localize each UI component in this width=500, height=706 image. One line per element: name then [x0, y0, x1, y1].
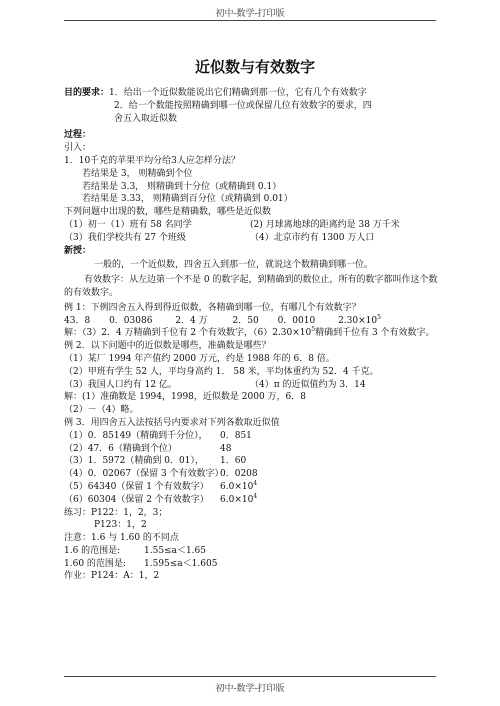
paragraph-1: 一般的，一个近似数，四舍五入到那一位，就说这个数精确到哪一位。	[94, 260, 374, 271]
ex3-answer-base: 6.0×10	[220, 494, 254, 505]
goals-line-1	[64, 87, 446, 100]
ex2-solution: （2）－（4）略。	[64, 405, 139, 416]
ex3-answer: 1．60	[220, 456, 247, 467]
ex3-answer: 0．0208	[220, 469, 258, 480]
example-3: 例 3．用四舍五入法按括号内要求对下列各数取近似值	[64, 417, 280, 428]
intro-label: 引入：	[64, 143, 92, 154]
ex3-answer: 48	[220, 443, 232, 454]
result-line: 若结果是 3.3， 则精确到十分位（或精确到 0.1）	[82, 181, 282, 192]
range-row	[64, 558, 446, 571]
ex3-answer-base: 6.0×10	[220, 481, 254, 492]
homework: 作业：P124：A：1，2	[64, 571, 160, 582]
goal-item-1: 1．给出一个近似数能说出它们精确到那一位，它有几个有效数字	[109, 88, 367, 98]
result-line: 若结果是 3， 则精确到个位	[82, 168, 193, 179]
example-1-values	[64, 315, 446, 328]
question-2: 下列问题中出现的数，哪些是精确数，哪些是近似数	[64, 207, 272, 218]
range-value: 1.595≤a＜1.605	[144, 558, 218, 569]
q2-item-1: （1）初一（1）班有 58 名同学	[64, 219, 192, 230]
page-footer: 初中-数学-打印版	[215, 684, 285, 694]
paragraph-2: 有效数字：从左边第一个不是 0 的数字起，到精确到的数位止，所有的数字都叫作这个数的有效数字。	[64, 275, 438, 298]
range-label: 1.60 的范围是:	[64, 558, 126, 569]
ex3-answer: 0．851	[220, 430, 252, 441]
ex2-item: （4）π 的近似值约为 3．14	[250, 379, 366, 390]
result-line: 若结果是 3.33， 则精确到百分位（或精确到 0.01）	[82, 194, 293, 205]
question-1: 1．10千克的苹果平均分给3人应怎样分法？	[64, 155, 240, 166]
exponent: 4	[253, 479, 258, 487]
ex3-row	[64, 494, 446, 507]
ex1-value: 0．03086	[109, 315, 153, 326]
page-header: 初中-数学-打印版	[215, 9, 285, 19]
ex3-answer	[220, 481, 257, 494]
example-1-solution	[64, 327, 446, 340]
goals-label: 目的要求：	[64, 88, 110, 98]
ex2-item: （1）某厂 1994 年产值约 2000 万元，约是 1988 年的 6．8 倍。	[64, 353, 335, 364]
ex3-question: （5）64340（保留 1 个有效数字）	[64, 481, 209, 492]
ex2-solution: 解：(1）准确数是 1994，1998，近似数是 2000 万，6．8	[64, 392, 306, 403]
document-body	[64, 52, 446, 583]
ex1-value: 0．0010	[277, 315, 316, 326]
exponent: 4	[253, 492, 258, 500]
ex2-item: （3）我国人口约有 12 亿。	[64, 379, 177, 390]
range-value: 1.55≤a＜1.65	[144, 545, 206, 556]
q2-item-2: (2) 月球离地球的距离约是 38 万千米	[250, 219, 400, 230]
ex3-row	[64, 455, 446, 468]
exponent: 5	[377, 313, 381, 321]
q2-row-2	[64, 232, 446, 245]
ex3-question: （2）47．6（精确到个位）	[64, 443, 177, 454]
q2-item-4: （4）北京市约有 1300 万人口	[250, 232, 375, 243]
ex3-question: （1）0．85149（精确到千分位），	[64, 430, 208, 441]
goal-item-2a: 2．给一个数能按照精确到哪一位或保留几位有效数字的要求，四	[114, 100, 372, 111]
document-title: 近似数与有效数字	[194, 58, 315, 76]
practice-line-2: P123：1，2	[94, 520, 147, 531]
ex3-question: （6）60304（保留 2 个有效数字）	[64, 494, 209, 505]
ex1-solution-text: 精确到千位有 3 个有效数字。	[315, 328, 435, 339]
goal-item-2b: 舍五入取近似数	[114, 113, 178, 124]
example-2: 例 2．以下问题中的近似数是哪些，准确数是哪些？	[64, 341, 271, 352]
ex1-value: 43．8	[64, 315, 91, 326]
ex1-solution-text: 解：（3）2．4 万精确到千位有 2 个有效数字，（6）2.30×10	[64, 328, 312, 339]
ex3-question: （3）1．5972（精确到 0．01），	[64, 456, 204, 467]
ex2-item-row	[64, 379, 446, 392]
process-label: 过程：	[64, 130, 92, 141]
range-row	[64, 545, 446, 558]
ex1-value: 2.30×10	[338, 315, 378, 326]
ex2-item: （2）甲班有学生 52 人，平均身高约 1． 58 米，平均体重约为 52．4 千克。	[64, 366, 379, 377]
new-lesson-label: 新授：	[64, 245, 92, 256]
exponent: 5	[311, 326, 316, 334]
ex1-value: 2．4 万	[175, 315, 208, 326]
ex3-row	[64, 430, 446, 443]
practice-line-1: 练习：P122：1，2，3；	[64, 507, 168, 518]
range-label: 1.6 的范围是:	[64, 545, 121, 556]
footer-rule	[64, 676, 436, 677]
header-rule	[64, 20, 436, 21]
q2-row-1	[64, 219, 446, 232]
ex1-value: 2．50	[232, 315, 259, 326]
q2-item-3: （3）我们学校共有 27 个班级	[64, 232, 186, 243]
note: 注意：1.6 与 1.60 的不同点	[64, 533, 179, 544]
ex3-row	[64, 443, 446, 456]
ex3-answer	[220, 494, 257, 507]
ex3-question: （4）0．02067（保留 3 个有效数字）	[64, 469, 224, 480]
example-1: 例 1：下例四舍五入得到得近似数，各精确到哪一位，有哪几个有效数字？	[64, 302, 361, 313]
